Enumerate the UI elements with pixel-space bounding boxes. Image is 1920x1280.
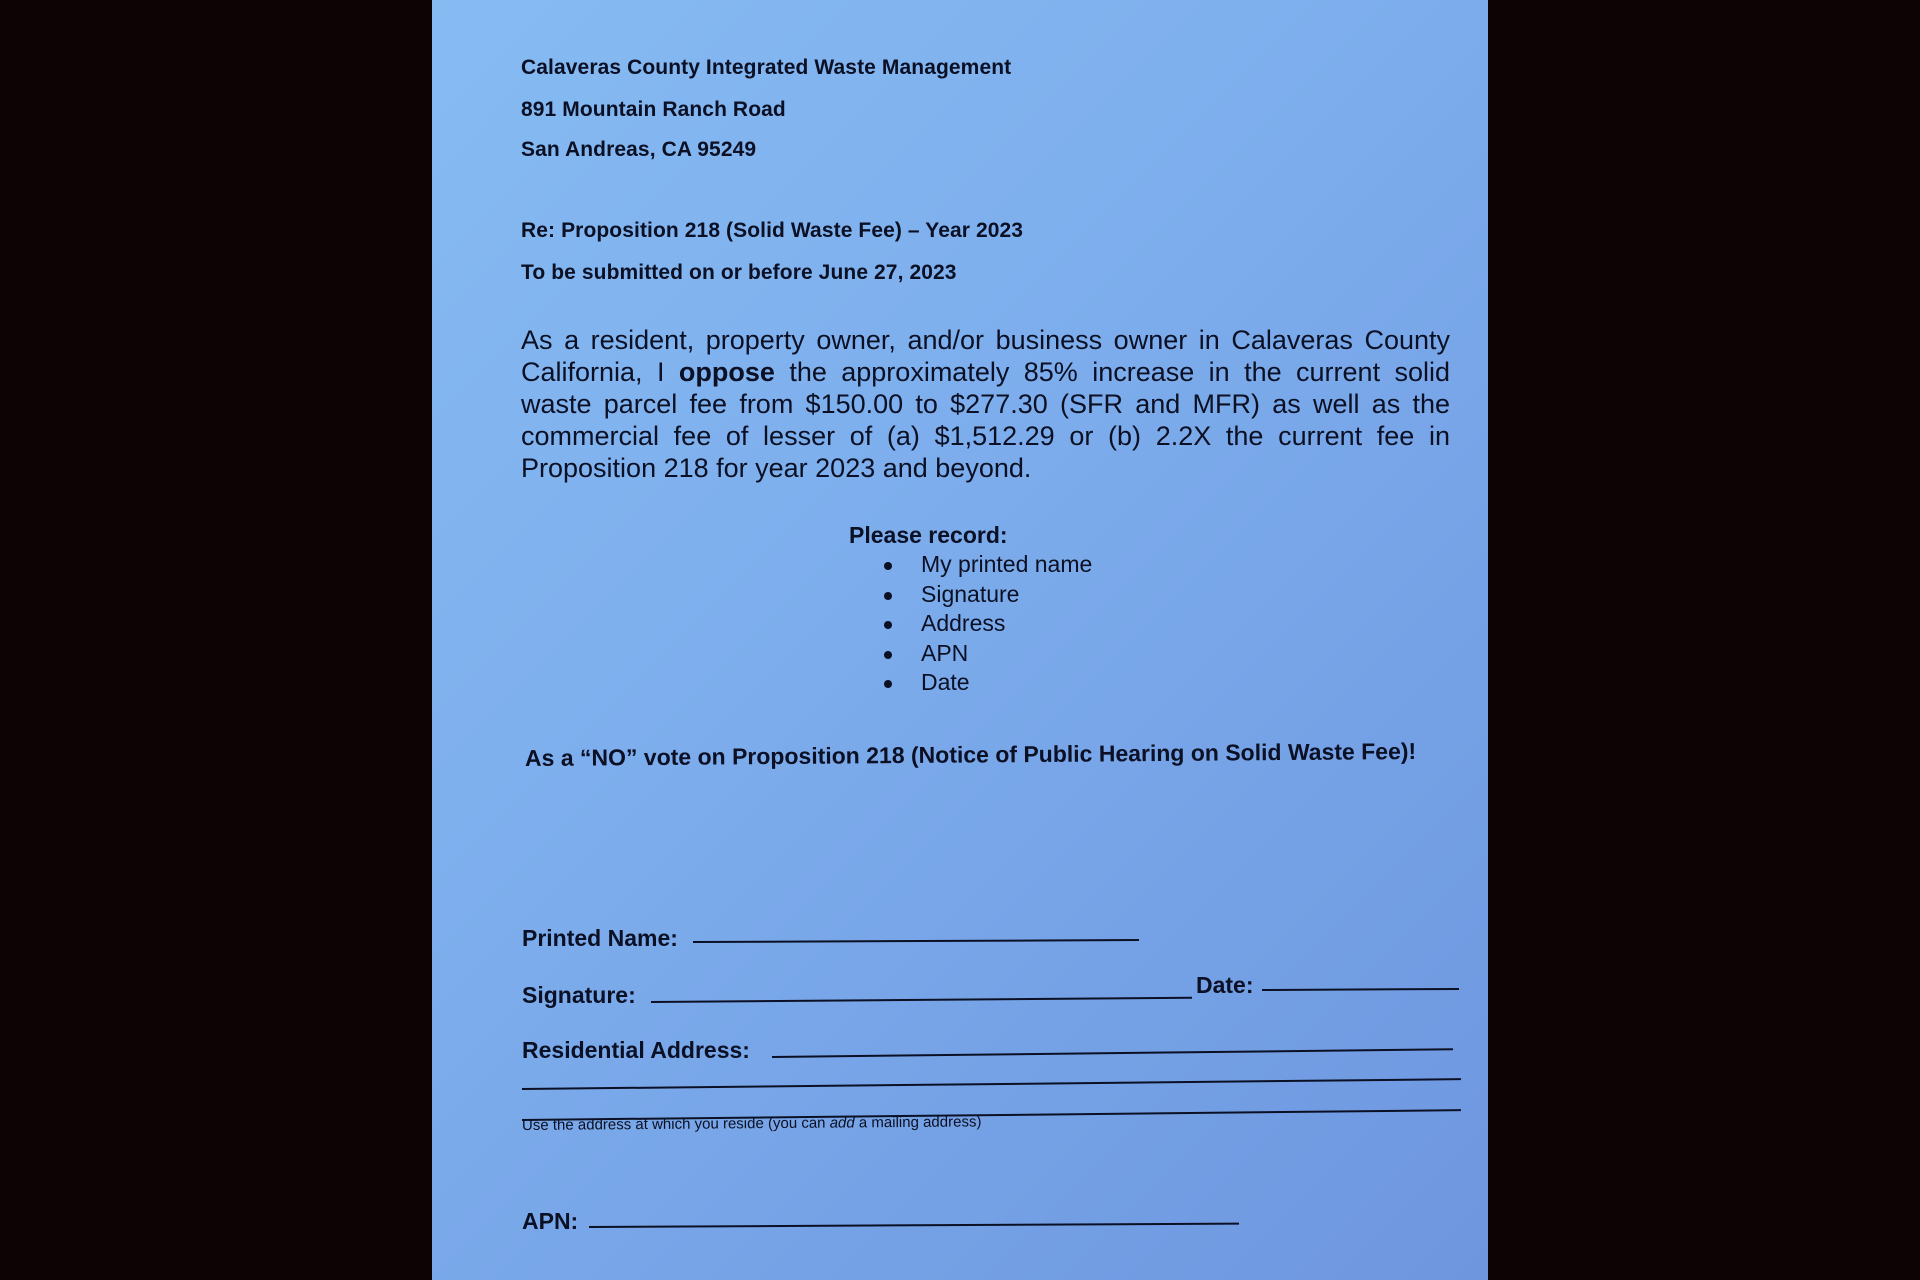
record-item: Address	[884, 609, 1092, 639]
sender-city: San Andreas, CA 95249	[521, 138, 757, 161]
signature-field[interactable]	[651, 997, 1192, 1003]
deadline-line: To be submitted on or before June 27, 2023	[521, 261, 957, 284]
no-vote-statement: As a “NO” vote on Proposition 218 (Notice of Public Hearing on Solid Waste Fee)!	[524, 738, 1417, 771]
sender-organization: Calaveras County Integrated Waste Management	[521, 56, 1012, 79]
statement-emphasis: oppose	[678, 357, 775, 387]
printed-name-field[interactable]	[693, 939, 1139, 943]
subject-line: Re: Proposition 218 (Solid Waste Fee) – Year 2023	[521, 219, 1024, 242]
statement-part-2: the approximately 85% increase in the current solid waste parcel fee from $150.00 to $277.30 (SFR and MFR) as well as the commercial fee of lesser of (a) $1,512.29 or (b) 2.2X the current fee in Proposition 218 for year 2023 and beyond.	[521, 357, 1451, 483]
record-item: APN	[884, 639, 1092, 669]
address-note	[522, 1113, 982, 1134]
signature-label: Signature:	[522, 982, 636, 1008]
petition-letter	[432, 0, 1488, 1280]
address-field-line-1[interactable]	[772, 1048, 1453, 1058]
record-item: Signature	[884, 580, 1092, 610]
record-item: My printed name	[884, 550, 1092, 580]
sender-street: 891 Mountain Ranch Road	[521, 98, 786, 121]
statement-part-1: As a resident, property owner, and/or business owner in Calaveras County California, I	[521, 325, 1450, 387]
opposition-statement	[521, 324, 1450, 484]
record-item: Date	[884, 668, 1092, 698]
printed-name-label: Printed Name:	[522, 925, 678, 951]
address-note-part-1: Use the address at which you reside (you can	[521, 1114, 830, 1134]
address-field-line-2[interactable]	[522, 1078, 1461, 1090]
address-note-emphasis: add	[829, 1114, 855, 1132]
record-list	[884, 550, 1092, 698]
address-label: Residential Address:	[522, 1037, 750, 1063]
address-note-part-2: a mailing address)	[854, 1113, 982, 1132]
apn-label: APN:	[522, 1208, 579, 1234]
apn-field[interactable]	[589, 1223, 1239, 1228]
date-label: Date:	[1196, 972, 1254, 998]
record-title: Please record:	[849, 522, 1008, 548]
date-field[interactable]	[1262, 988, 1459, 991]
